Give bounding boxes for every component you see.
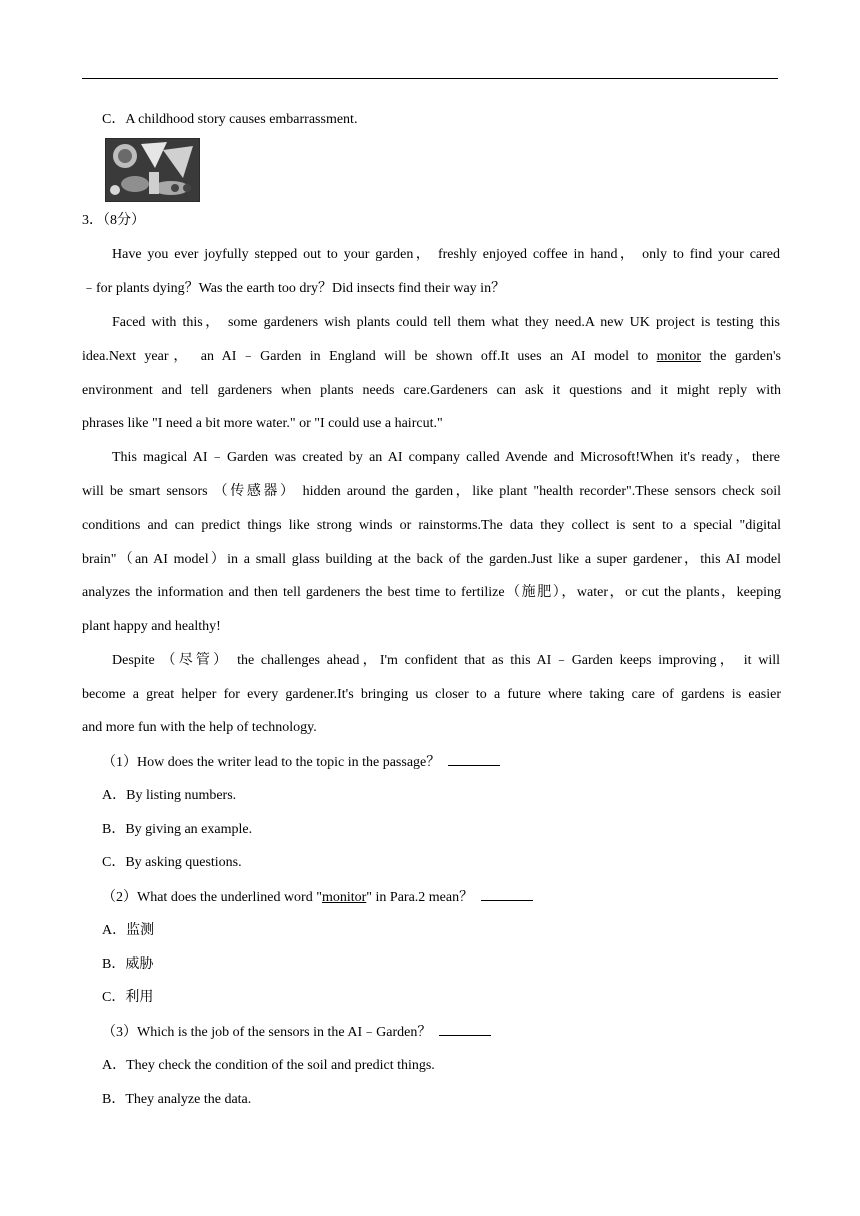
header-rule <box>82 78 778 79</box>
para3-line1: This magical AI﹣Garden was created by an AI company called Avende and Microsoft!When it's ready，there <box>112 450 780 465</box>
question-1-option-a[interactable]: A．By listing numbers. <box>102 788 237 803</box>
previous-option-c: C．A childhood story causes embarrassment. <box>102 112 358 127</box>
para4-line2: become a great helper for every gardener.It's bringing us closer to a future where taking care of gardens is easier <box>82 687 781 702</box>
para1-line1: Have you ever joyfully stepped out to your garden， freshly enjoyed coffee in hand， only to find your cared <box>112 247 780 262</box>
question-3-header: 3．（8分） <box>82 213 145 228</box>
answer-blank[interactable] <box>481 887 533 901</box>
para3-line2: will be smart sensors （传感器） hidden around the garden，like plant "health recorder".These sensors check soil <box>82 484 781 499</box>
underlined-word-monitor: monitor <box>656 349 702 364</box>
question-3-option-b[interactable]: B．They analyze the data. <box>102 1092 252 1107</box>
question-2-stem: （2）What does the underlined word "monitor" in Para.2 mean？ <box>102 887 533 908</box>
para3-line4: brain"（an AI model）in a small glass building at the back of the garden.Just like a super gardener，this AI model <box>82 552 781 567</box>
para3-line3: conditions and can predict things like strong winds or rainstorms.The data they collect is sent to a special "digital <box>82 518 781 533</box>
question-1-option-c[interactable]: C．By asking questions. <box>102 855 242 870</box>
para3-line6: plant happy and healthy! <box>82 619 221 634</box>
answer-blank[interactable] <box>439 1022 491 1036</box>
para2-line3: environment and tell gardeners when plants needs care.Gardeners can ask it questions and it might reply with <box>82 383 781 398</box>
para2-line1: Faced with this， some gardeners wish plants could tell them what they need.A new UK project is testing this <box>112 315 780 330</box>
question-1-option-b[interactable]: B．By giving an example. <box>102 822 253 837</box>
para3-line5: analyzes the information and then tell gardeners the best time to fertilize（施肥），water，or cut the plants，keeping <box>82 585 781 600</box>
para2-line4: phrases like "I need a bit more water." or "I could use a haircut." <box>82 416 443 431</box>
question-1-stem: （1）How does the writer lead to the topic in the passage？ <box>102 752 500 773</box>
question-3-stem: （3）Which is the job of the sensors in the AI﹣Garden？ <box>102 1022 491 1043</box>
childhood-items-photo <box>105 138 200 202</box>
question-2-option-a[interactable]: A．监测 <box>102 923 155 938</box>
para2-line2: idea.Next year， an AI﹣Garden in England will be shown off.It uses an AI model to monitor the garden's <box>82 349 781 364</box>
question-3-option-a[interactable]: A．They check the condition of the soil and predict things. <box>102 1058 435 1073</box>
question-2-option-c[interactable]: C．利用 <box>102 990 154 1005</box>
para4-line1: Despite （尽管） the challenges ahead，I'm confident that as this AI﹣Garden keeps improving， it will <box>112 653 780 668</box>
para4-line3: and more fun with the help of technology. <box>82 720 317 735</box>
question-2-option-b[interactable]: B．威胁 <box>102 957 154 972</box>
answer-blank[interactable] <box>448 752 500 766</box>
para1-line2: ﹣for plants dying？Was the earth too dry？Did insects find their way in？ <box>82 281 506 296</box>
